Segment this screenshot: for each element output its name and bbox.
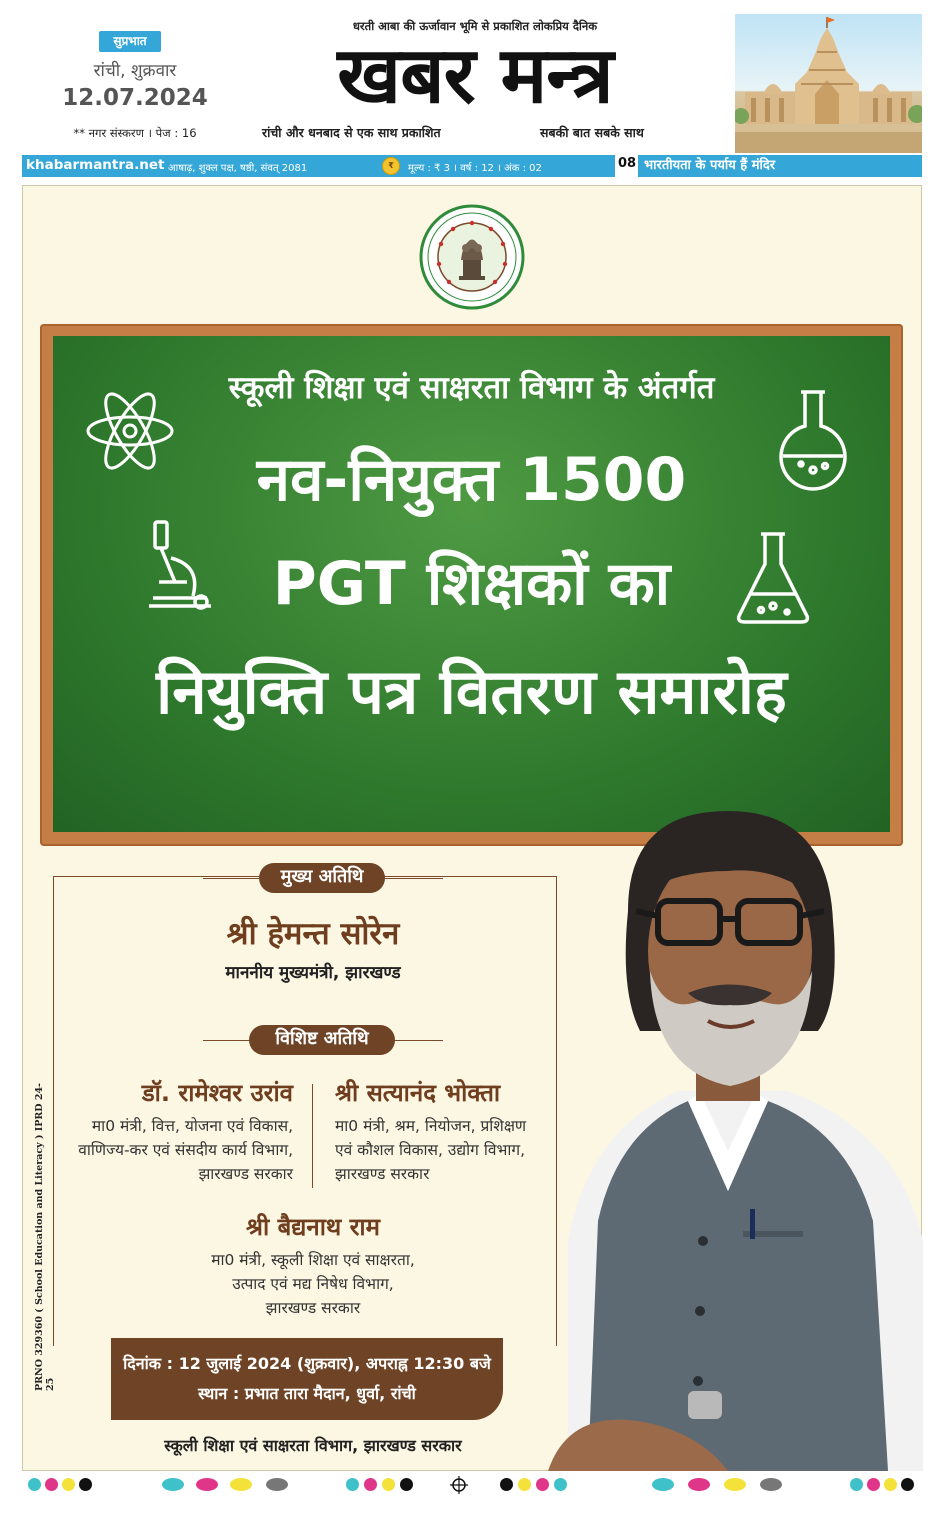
cyan-dot-icon [554,1478,567,1491]
chief-guest-label: मुख्य अतिथि [259,863,385,893]
page-number: 08 [618,156,637,171]
cyan-dot-icon [850,1478,863,1491]
guest-role-line: मा0 मंत्री, श्रम, नियोजन, प्रशिक्षण [335,1117,527,1135]
microscope-icon [141,518,221,618]
temple-photo-icon [735,14,922,153]
jharkhand-seal-icon [419,204,525,310]
rupee-coin-icon: ₹ [382,157,400,175]
info-strip [22,155,922,177]
guest-name: श्री सत्यानंद भोक्ता [335,1079,501,1107]
yellow-dot-icon [382,1478,395,1491]
yellow-dot-icon [518,1478,531,1491]
grey-dot-icon [266,1478,288,1491]
chief-guest-name: श्री हेमन्त सोरेन [226,916,400,952]
price-year-issue: मूल्य : ₹ 3 । वर्ष : 12 । अंक : 02 [408,163,542,174]
guest-role-line: झारखण्ड सरकार [198,1165,293,1183]
guest-name: डॉ. रामेश्वर उरांव [141,1079,293,1107]
event-details-box [111,1338,503,1420]
edition-page: ** नगर संस्करण । पेज : 16 [73,126,197,140]
black-dot-icon [79,1478,92,1491]
conical-flask-icon [733,528,813,628]
yellow-dot-icon [230,1478,252,1491]
grey-dot-icon [760,1478,782,1491]
issuing-department: स्कूली शिक्षा एवं साक्षरता विभाग, झारखण्ड सरकार [164,1436,462,1455]
yellow-dot-icon [724,1478,746,1491]
special-guest-label: विशिष्ट अतिथि [249,1025,395,1055]
panchang-date: आषाढ़, शुक्ल पक्ष, षष्ठी, संवत् 2081 [168,163,308,174]
chief-minister-portrait-icon [528,771,923,1471]
guest-name: श्री बैद्यनाथ राम [246,1213,380,1241]
yellow-dot-icon [884,1478,897,1491]
guest-role-line: एवं कौशल विकास, उद्योग विभाग, [335,1141,526,1159]
magenta-dot-icon [536,1478,549,1491]
page-headline: भारतीयता के पर्याय हैं मंदिर [638,155,922,177]
website-url: khabarmantra.net [26,157,165,173]
guest-role-line: मा0 मंत्री, वित्त, योजना एवं विकास, [91,1117,293,1135]
info-strip-left [22,155,615,177]
atom-icon [85,386,175,476]
cyan-dot-icon [28,1478,41,1491]
prno-code: PRNO 329360 ( School Education and Literacy ) IPRD 24-25 [34,1083,56,1391]
tagline-right: सबकी बात सबके साथ [540,125,644,140]
city-day: रांची, शुक्रवार [93,61,177,81]
guest-role-line: झारखण्ड सरकार [265,1299,361,1317]
government-advertisement [22,185,922,1471]
tagline-top: धरती आबा की ऊर्जावान भूमि से प्रकाशित लोकप्रिय दैनिक [352,19,598,33]
event-venue: स्थान : प्रभात तारा मैदान, धुर्वा, रांची [198,1384,416,1403]
magenta-dot-icon [688,1478,710,1491]
masthead [0,0,945,152]
newspaper-title: खबर मन्त्र [337,31,613,121]
chalkboard-frame [40,324,903,846]
board-headline-line1: नव-नियुक्त 1500 [256,445,687,515]
black-dot-icon [400,1478,413,1491]
magenta-dot-icon [867,1478,880,1491]
guest-divider [312,1084,313,1188]
cyan-dot-icon [652,1478,674,1491]
magenta-dot-icon [196,1478,218,1491]
guest-role-line: उत्पाद एवं मद्य निषेध विभाग, [232,1275,394,1293]
board-subtitle: स्कूली शिक्षा एवं साक्षरता विभाग के अंतर्गत [228,370,715,406]
event-date-time: दिनांक : 12 जुलाई 2024 (शुक्रवार), अपराह्न 12:30 बजे [123,1354,491,1373]
chalkboard [53,336,890,832]
guest-role-line: झारखण्ड सरकार [335,1165,430,1183]
board-headline-line2: PGT शिक्षकों का [272,549,671,619]
chief-guest-role: माननीय मुख्यमंत्री, झारखण्ड [225,963,401,983]
print-registration-marks [0,1474,945,1496]
magenta-dot-icon [45,1478,58,1491]
tagline-left: रांची और धनबाद से एक साथ प्रकाशित [262,125,441,140]
magenta-dot-icon [364,1478,377,1491]
cyan-dot-icon [162,1478,184,1491]
round-flask-icon [773,386,853,496]
black-dot-icon [500,1478,513,1491]
yellow-dot-icon [62,1478,75,1491]
guest-role-line: मा0 मंत्री, स्कूली शिक्षा एवं साक्षरता, [211,1251,415,1269]
guest-role-line: वाणिज्य-कर एवं संसदीय कार्य विभाग, [78,1141,293,1159]
black-dot-icon [901,1478,914,1491]
cyan-dot-icon [346,1478,359,1491]
crosshair-icon [450,1476,468,1494]
suprabhat-badge: सुप्रभात [99,31,161,52]
board-headline-line3: नियुक्ति पत्र वितरण समारोह [156,655,787,728]
issue-date: 12.07.2024 [62,85,208,111]
